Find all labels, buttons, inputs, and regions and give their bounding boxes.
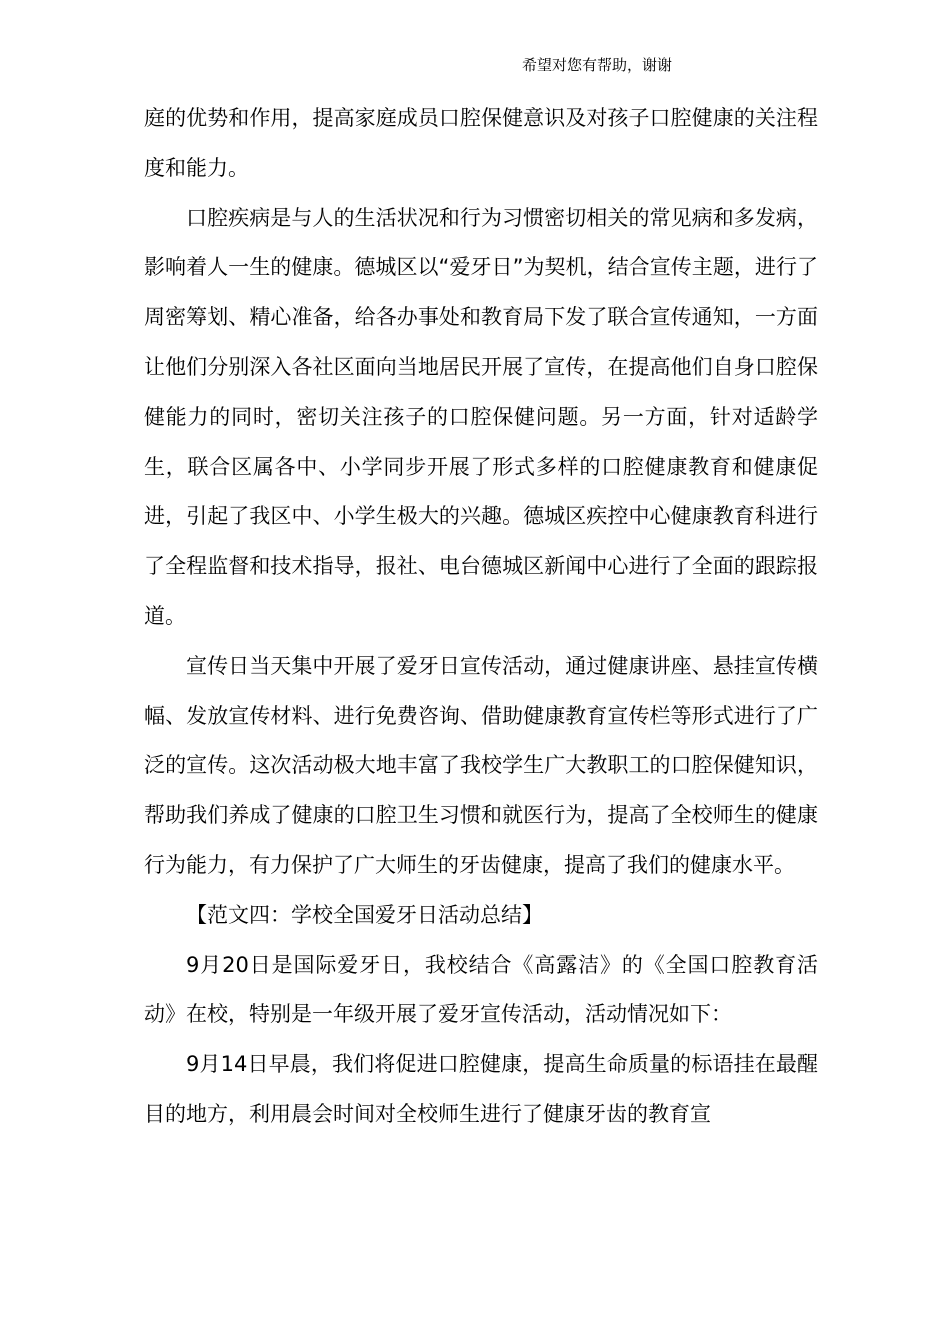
paragraph-sept-14: 9月14日早晨，我们将促进口腔健康，提高生命质量的标语挂在最醒目的地方，利用晨会时间对全校师生进行了健康牙齿的教育宣: [144, 1052, 818, 1126]
paragraph-oral-disease: 口腔疾病是与人的生活状况和行为习惯密切相关的常见病和多发病，影响着人一生的健康。德城区以“爱牙日”为契机，结合宣传主题，进行了周密筹划、精心准备，给各办事处和教育局下发了联合宣传通知，一方面让他们分别深入各社区面向当地居民开展了宣传，在提高他们自身口腔保健能力的同时，密切关注孩子的口腔保健问题。另一方面，针对适龄学生，联合区属各中、小学同步开展了形式多样的口腔健康教育和健康促进，引起了我区中、小学生极大的兴趣。德城区疾控中心健康教育科进行了全程监督和技术指导，报社、电台德城区新闻中心进行了全面的跟踪报道。: [144, 205, 818, 628]
paragraph-continuation: 庭的优势和作用，提高家庭成员口腔保健意识及对孩子口腔健康的关注程度和能力。: [144, 106, 818, 180]
section-heading: 【范文四：学校全国爱牙日活动总结】: [186, 902, 543, 927]
document-body: [144, 94, 818, 1140]
paragraph-sept-20: 9月20日是国际爱牙日，我校结合《高露洁》的《全国口腔教育活动》在校，特别是一年级开展了爱牙宣传活动，活动情况如下：: [144, 952, 818, 1027]
paragraph-campaign-day: 宣传日当天集中开展了爱牙日宣传活动，通过健康讲座、悬挂宣传横幅、发放宣传材料、进行免费咨询、借助健康教育宣传栏等形式进行了广泛的宣传。这次活动极大地丰富了我校学生广大教职工的口腔保健知识，帮助我们养成了健康的口腔卫生习惯和就医行为，提高了全校师生的健康行为能力，有力保护了广大师生的牙齿健康，提高了我们的健康水平。: [144, 653, 818, 877]
header-note: 希望对您有帮助，谢谢: [522, 56, 673, 74]
